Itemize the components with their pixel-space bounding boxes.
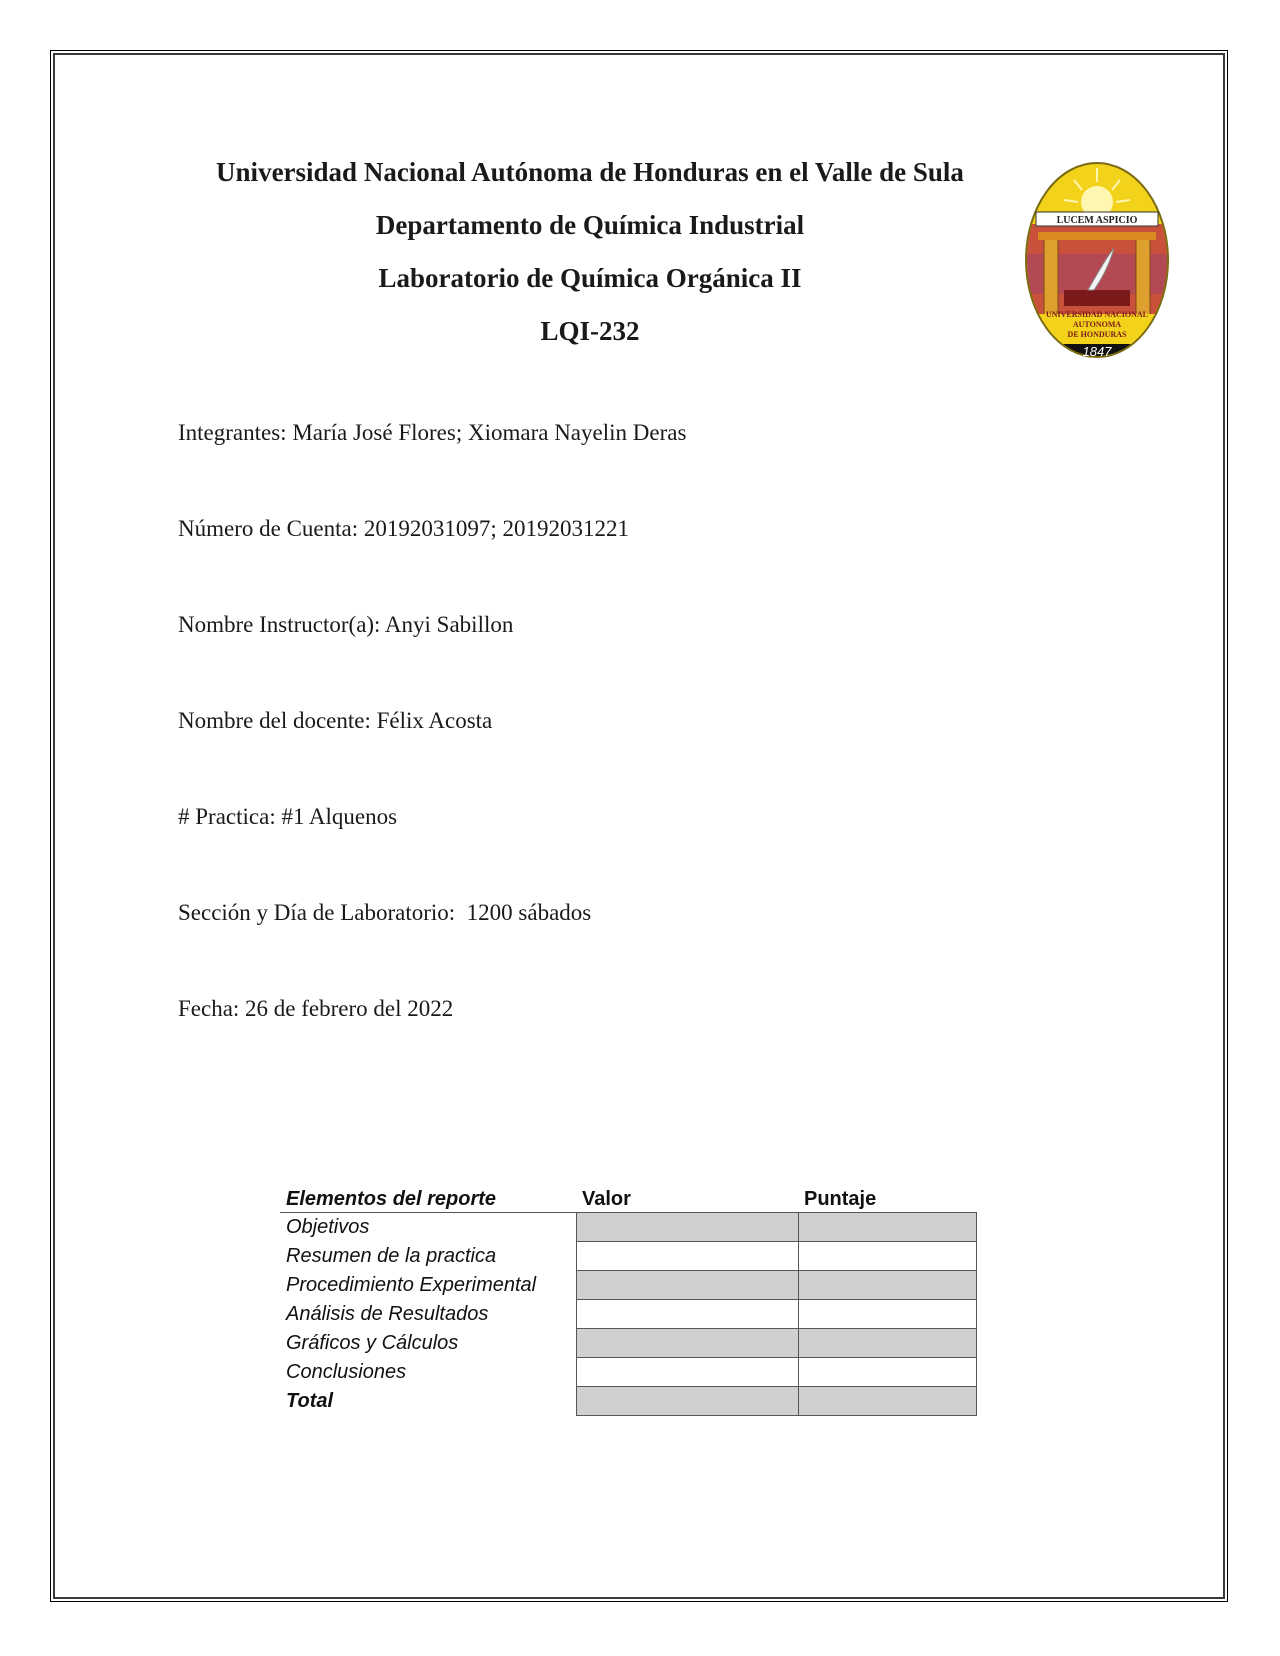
logo-name-line2: AUTONOMA — [1072, 320, 1122, 329]
section-day-field: Sección y Día de Laboratorio: 1200 sábados — [178, 900, 592, 925]
score-cell[interactable] — [798, 1271, 976, 1300]
row-label: Conclusiones — [286, 1360, 407, 1383]
university-title: Universidad Nacional Autónoma de Honduras en el Valle de Sula — [216, 157, 964, 187]
practice-field: # Practica: #1 Alquenos — [178, 804, 398, 829]
row-label-total: Total — [286, 1389, 334, 1412]
members-field: Integrantes: María José Flores; Xiomara Nayelin Deras — [178, 420, 687, 445]
university-seal-logo — [1024, 162, 1170, 364]
logo-motto: LUCEM ASPICIO — [1056, 215, 1138, 226]
table-row — [280, 1271, 976, 1300]
table-row — [280, 1300, 976, 1329]
header-score: Puntaje — [804, 1187, 877, 1210]
value-cell[interactable] — [576, 1300, 798, 1329]
value-cell[interactable] — [576, 1242, 798, 1271]
department-title: Departamento de Química Industrial — [375, 210, 805, 240]
document-header — [160, 146, 1020, 358]
score-cell[interactable] — [798, 1358, 976, 1387]
row-label: Gráficos y Cálculos — [286, 1331, 459, 1354]
row-label: Objetivos — [286, 1215, 370, 1238]
value-cell[interactable] — [576, 1213, 798, 1242]
score-cell[interactable] — [798, 1242, 976, 1271]
header-value: Valor — [582, 1187, 631, 1210]
score-cell[interactable] — [798, 1213, 976, 1242]
row-label: Procedimiento Experimental — [286, 1273, 537, 1296]
instructor-field: Nombre Instructor(a): Anyi Sabillon — [178, 612, 514, 637]
table-row — [280, 1213, 976, 1242]
value-cell[interactable] — [576, 1329, 798, 1358]
grading-table-header — [280, 1186, 976, 1213]
logo-name-line1: UNIVERSIDAD NACIONAL — [1045, 310, 1149, 319]
row-label: Análisis de Resultados — [286, 1302, 489, 1325]
logo-name-line3: DE HONDURAS — [1067, 330, 1127, 339]
score-cell[interactable] — [798, 1329, 976, 1358]
table-row — [280, 1329, 976, 1358]
row-label: Resumen de la practica — [286, 1244, 497, 1267]
table-row-total — [280, 1387, 976, 1416]
header-elements: Elementos del reporte — [286, 1187, 497, 1210]
value-cell[interactable] — [576, 1387, 798, 1416]
account-number-field: Número de Cuenta: 20192031097; 20192031221 — [178, 516, 630, 541]
score-cell[interactable] — [798, 1300, 976, 1329]
teacher-field: Nombre del docente: Félix Acosta — [178, 708, 493, 733]
table-row — [280, 1358, 976, 1387]
lab-title: Laboratorio de Química Orgánica II — [378, 263, 802, 293]
grading-table — [280, 1186, 977, 1416]
value-cell[interactable] — [576, 1271, 798, 1300]
logo-year: 1847 — [1082, 344, 1112, 359]
value-cell[interactable] — [576, 1358, 798, 1387]
score-cell[interactable] — [798, 1387, 976, 1416]
course-code: LQI-232 — [540, 316, 640, 346]
table-row — [280, 1242, 976, 1271]
date-field: Fecha: 26 de febrero del 2022 — [178, 996, 454, 1021]
